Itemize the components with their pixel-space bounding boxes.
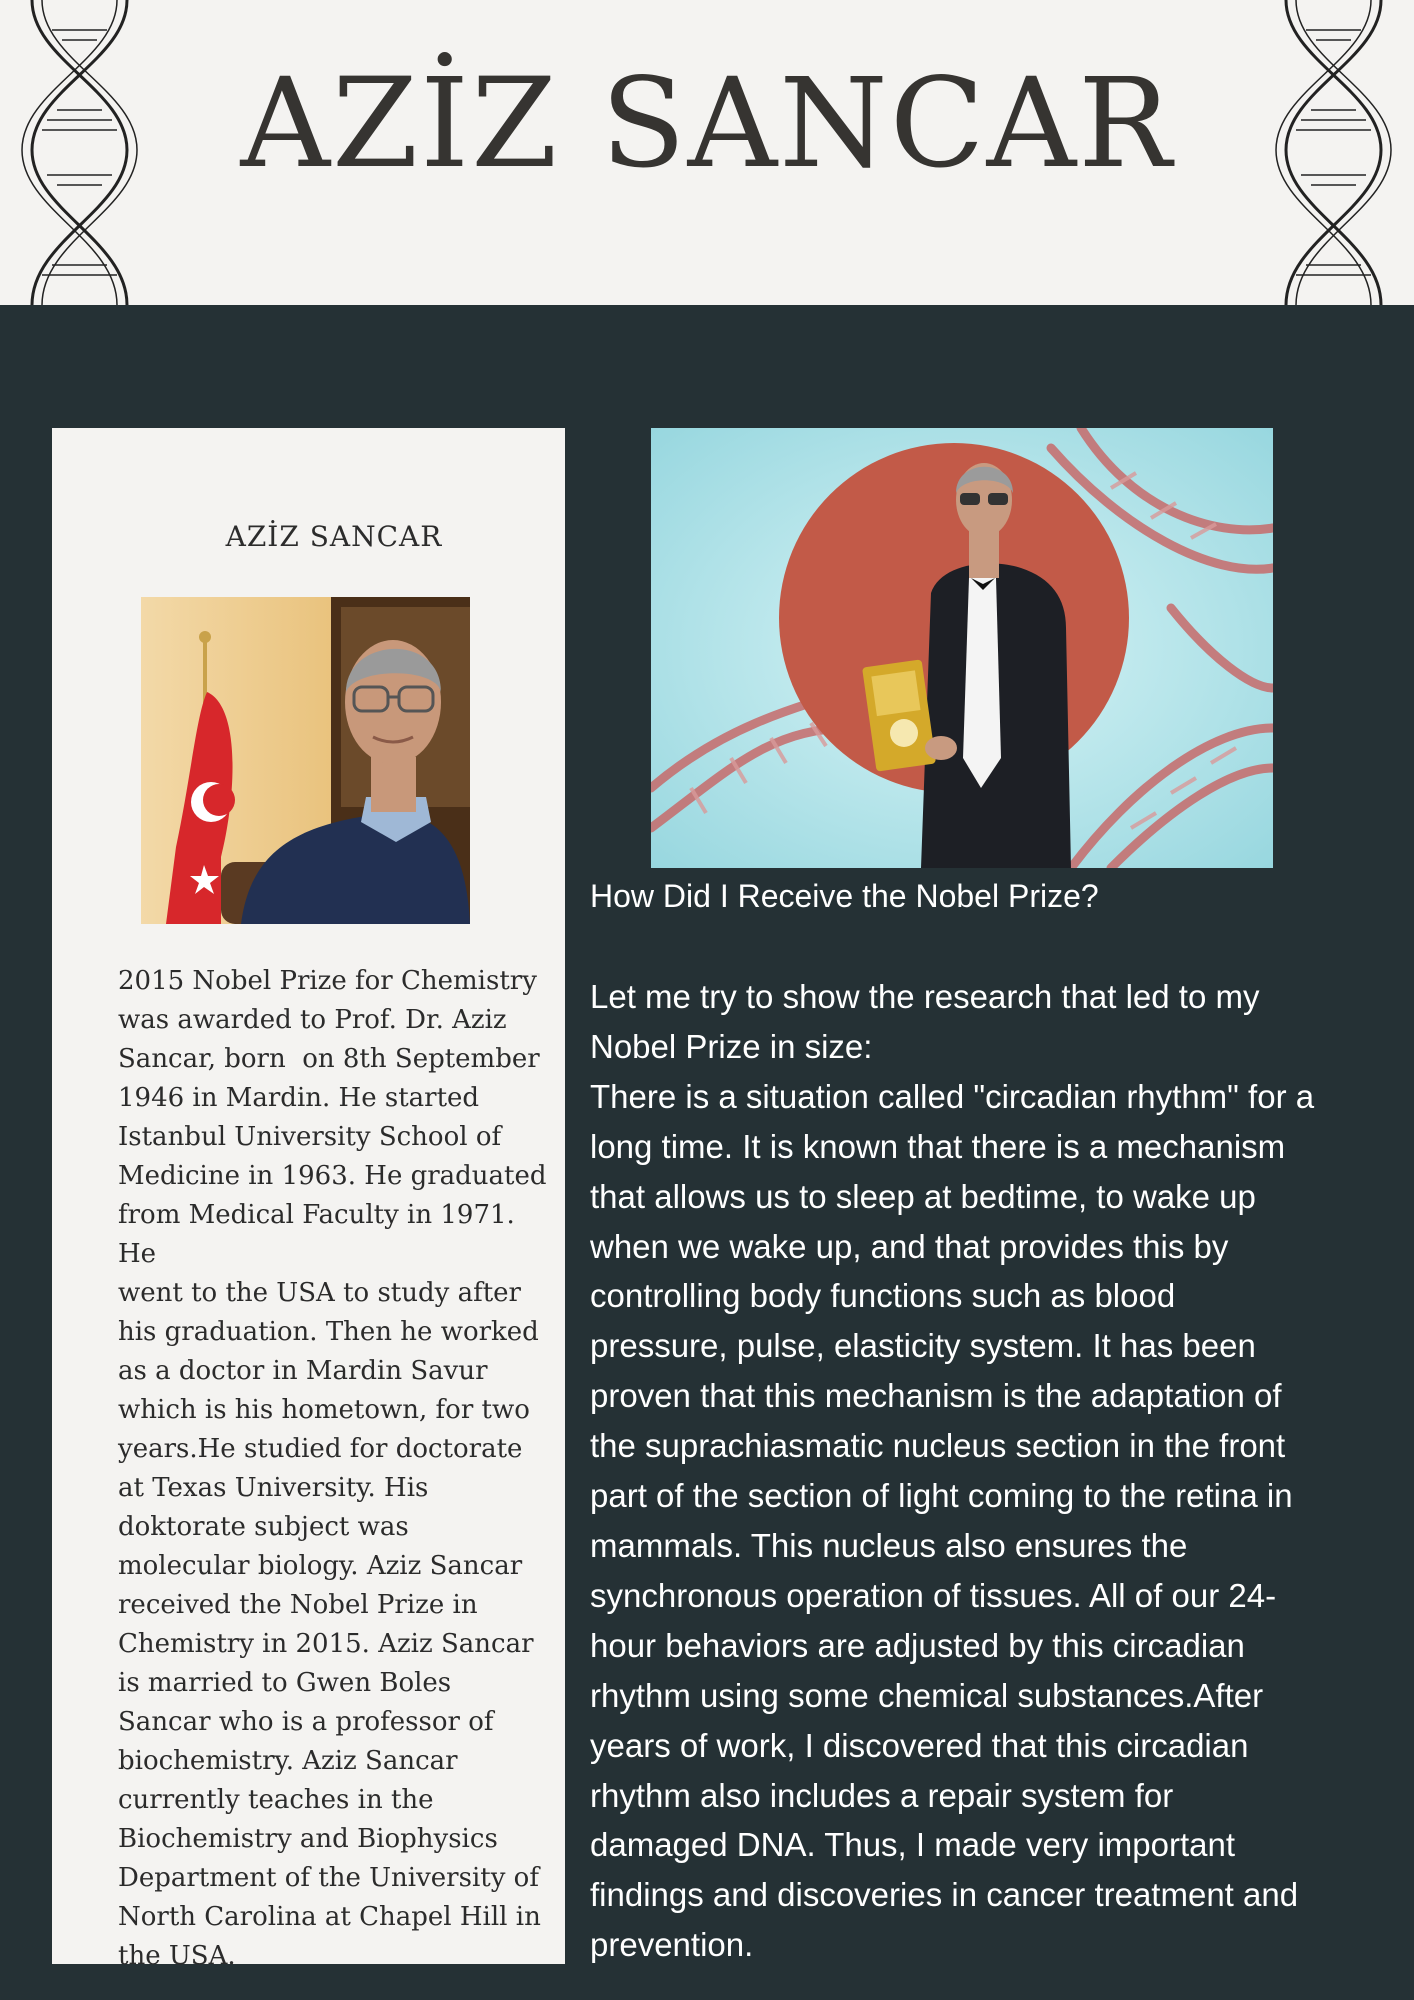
nobel-prize-photo <box>651 428 1273 868</box>
dna-helix-icon <box>1266 0 1396 305</box>
portrait-photo <box>141 597 470 924</box>
page-title: AZİZ SANCAR <box>240 52 1174 196</box>
header <box>0 0 1414 305</box>
section-heading: How Did I Receive the Nobel Prize? <box>590 878 1099 914</box>
biography-text: 2015 Nobel Prize for Chemistry was awarded to Prof. Dr. Aziz Sancar, born on 8th September 1946 in Mardin. He started Istanbul University School of Medicine in 1963. He graduated from Medical Faculty in 1971. He went to the USA to study after his graduation. Then he worked as a doctor in Mardin Savur which is his hometown, for two years.He studied for doctorate at Texas University. His doktorate subject was molecular biology. Aziz Sancar received the Nobel Prize in Chemistry in 2015. Aziz Sancar is married to Gwen Boles Sancar who is a professor of biochemistry. Aziz Sancar currently teaches in the Biochemistry and Biophysics Department of the University of North Carolina at Chapel Hill in the USA. <box>118 966 547 1971</box>
profile-card-title: AZİZ SANCAR <box>225 520 443 553</box>
nobel-story-text: Let me try to show the research that led to my Nobel Prize in size: There is a situation called "circadian rhythm" for a long time. It is known that there is a mechanism that allows us to sleep at bedtime, to wake up when we wake up, and that provides this by controlling body functions such as blood pressure, pulse, elasticity system. It has been proven that this mechanism is the adaptation of the suprachiasmatic nucleus section in the front part of the section of light coming to the retina in mammals. This nucleus also ensures the synchronous operation of tissues. All of our 24- hour behaviors are adjusted by this circadian rhythm using some chemical substances.After years of work, I discovered that this circadian rhythm also includes a repair system for damaged DNA. Thus, I made very important findings and discoveries in cancer treatment and prevention. <box>590 978 1315 1964</box>
